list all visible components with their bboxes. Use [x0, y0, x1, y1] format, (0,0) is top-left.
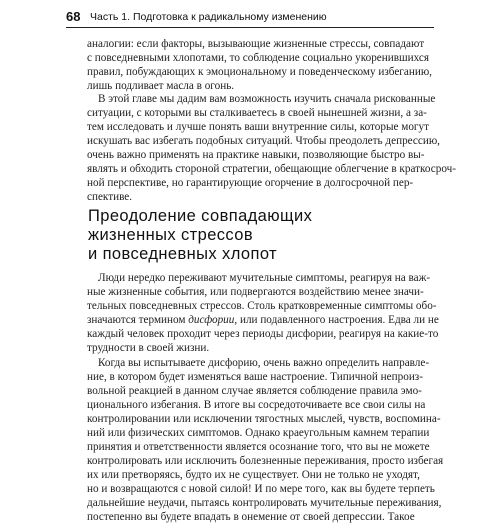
paragraph-4-line: вольной реакцией в данном случае является соблюдение правила эмо-	[87, 385, 422, 397]
paragraph-4-line: ний или физических симптомов. Однако краеугольным камнем терапии	[87, 427, 430, 439]
paragraph-4-line: контролировать или исключить болезненные переживания, просто избегая	[87, 455, 444, 467]
paragraph-4-line: их или претворяясь, будто их не существует. Они не только не уходят,	[87, 469, 420, 481]
paragraph-2-line: являть и обходить стороной стратегии, обещающие облегчение в краткосроч-	[87, 163, 456, 175]
paragraph-2-line: спективе.	[87, 191, 133, 203]
paragraph-3-line: Люди нередко переживают мучительные симптомы, реагируя на важ-	[98, 272, 431, 284]
paragraph-2-line: очень важно применять на практике навыки, позволяющие быстро вы-	[87, 149, 425, 161]
paragraph-3-line	[87, 313, 439, 327]
section-heading-line: и повседневных хлопот	[88, 245, 277, 263]
header-rule	[66, 27, 434, 28]
paragraph-3-line: каждый человек проходит через периоды дисфории, реагируя на какие-то	[87, 328, 439, 340]
section-heading-line: Преодоление совпадающих	[88, 207, 313, 225]
paragraph-1-line: лишь подливает масла в огонь.	[87, 80, 235, 92]
running-head	[66, 5, 436, 29]
section-heading-line: жизненных стрессов	[88, 226, 254, 244]
paragraph-3-text: , или подавленного настроения. Едва ли не	[234, 314, 439, 326]
paragraph-2-line: искушать вас избегать подобных ситуаций. Чтобы преодолеть депрессию,	[87, 135, 440, 147]
paragraph-1-line: с повседневными хлопотами, то соблюдение социально укоренившихся	[87, 52, 430, 64]
paragraph-3-line: тельных повседневных стрессов. Столь кратковременные симптомы обо-	[87, 300, 437, 312]
paragraph-2-line: В этой главе мы дадим вам возможность изучить сначала рискованные	[98, 93, 436, 105]
term-dysphoria: дисфории	[188, 314, 235, 326]
paragraph-2-line: тем исследовать и лучше понять ваши внутренние силы, которые могут	[87, 121, 429, 133]
paragraph-4-line: постепенно вы будете впадать в онемение от своей депрессии. Такое	[87, 511, 415, 523]
paragraph-4-line: ционального избегания. В итоге вы сосредоточиваете все свои силы на	[87, 399, 426, 411]
paragraph-2-line: ной перспективе, но гарантирующие огорчение в долгосрочной пер-	[87, 177, 414, 189]
paragraph-3-line: ные жизненные события, или подвергаются воздействию менее значи-	[87, 286, 424, 298]
paragraph-3-text: значаются термином	[87, 314, 189, 326]
paragraph-4-line: Когда вы испытываете дисфорию, очень важно определить направле-	[98, 357, 430, 369]
paragraph-4-line: дальнейшие неудачи, пытаясь контролировать мучительные переживания,	[87, 497, 442, 509]
page-number: 68	[66, 9, 81, 24]
chapter-title: Часть 1. Подготовка к радикальному изменению	[90, 11, 327, 23]
paragraph-4-line: контролировании или исключении тягостных мыслей, чувств, воспомина-	[87, 413, 441, 425]
paragraph-1-line: аналогии: если факторы, вызывающие жизненные стрессы, совпадают	[87, 38, 425, 50]
paragraph-1-line: правил, побуждающих к эмоциональному и поведенческому избеганию,	[87, 66, 432, 78]
paragraph-4-line: ние, в котором будет изменяться ваше настроение. Типичной непроиз-	[87, 371, 423, 383]
paragraph-4-line: но и возвращаются с новой силой! И по мере того, как вы будете терпеть	[87, 483, 435, 495]
paragraph-4-line: принятия и ответственности является осознание того, что вы не можете	[87, 441, 430, 453]
paragraph-3-line: трудности в своей жизни.	[87, 342, 210, 354]
paragraph-2-line: ситуации, с которыми вы сталкиваетесь в своей нынешней жизни, а за-	[87, 107, 427, 119]
